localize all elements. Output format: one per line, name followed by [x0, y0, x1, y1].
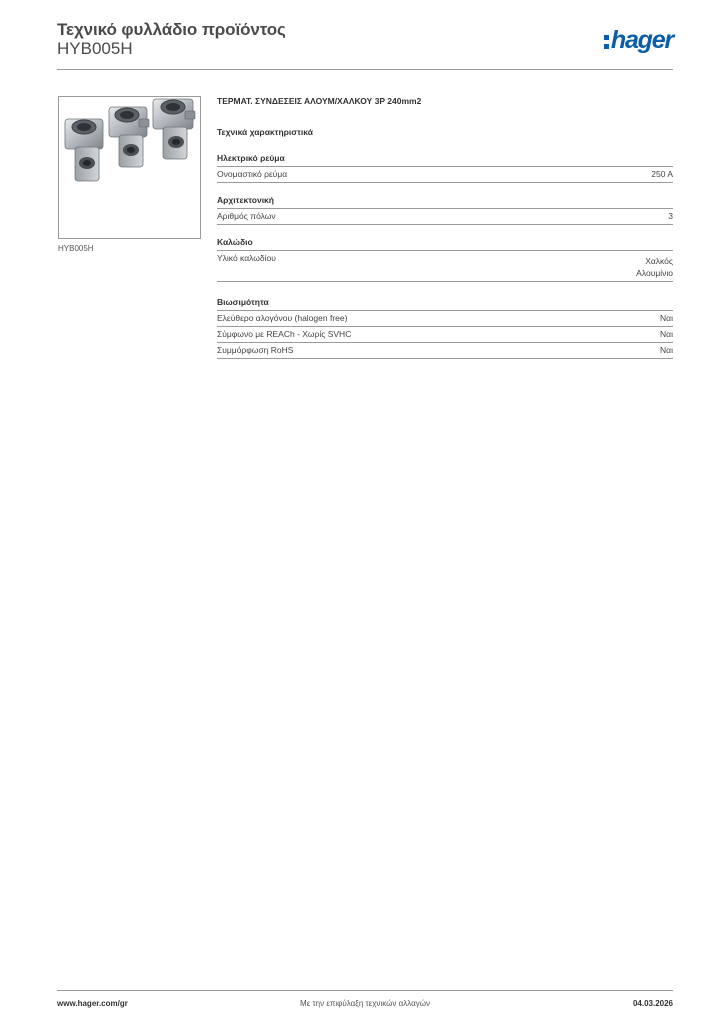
spec-label: Αριθμός πόλων — [217, 211, 276, 221]
group-heading-architecture: Αρχιτεκτονική — [217, 195, 673, 209]
spec-row — [217, 311, 673, 327]
lug-left — [65, 119, 103, 181]
group-heading-electrical: Ηλεκτρικό ρεύμα — [217, 153, 673, 167]
spec-label: Υλικό καλωδίου — [217, 253, 276, 263]
group-heading-sustainability: Βιωσιμότητα — [217, 297, 673, 311]
product-name: ΤΕΡΜΑΤ. ΣΥΝΔΕΣΕΙΣ ΑΛΟΥΜ/ΧΑΛΚΟΥ 3P 240mm2 — [217, 96, 422, 106]
spec-value: Αλουμίνιο — [636, 268, 673, 278]
product-code: HYB005H — [57, 39, 133, 58]
spec-value: 3 — [668, 211, 673, 221]
document-title: Τεχνικό φυλλάδιο προϊόντος — [57, 20, 286, 39]
spec-row — [217, 209, 673, 225]
website-link[interactable]: www.hager.com/gr — [57, 999, 128, 1008]
spec-label: Ονομαστικό ρεύμα — [217, 169, 288, 179]
spec-value: Ναι — [660, 313, 673, 323]
footer-divider — [57, 990, 673, 991]
lug-center — [109, 107, 149, 167]
header-divider — [57, 69, 673, 70]
document-date: 04.03.2026 — [632, 999, 673, 1008]
product-image — [58, 96, 201, 239]
spec-label: Σύμφωνο με REACh - Χωρίς SVHC — [217, 329, 352, 339]
spec-value: Χαλκός — [645, 256, 673, 266]
section-title: Τεχνικά χαρακτηριστικά — [217, 127, 313, 137]
spec-label: Συμμόρφωση RoHS — [217, 345, 294, 355]
group-heading-cable: Καλώδιο — [217, 237, 673, 251]
logo-text: hager — [610, 26, 673, 54]
terminal-lugs-illustration — [59, 97, 200, 238]
spec-value: Ναι — [660, 329, 673, 339]
spec-label: Ελεύθερο αλογόνου (halogen free) — [217, 313, 348, 323]
spec-value: Ναι — [660, 345, 673, 355]
hager-logo — [604, 26, 673, 55]
image-caption: HYB005H — [58, 244, 94, 253]
spec-value: 250 A — [651, 169, 673, 179]
specifications-panel — [217, 96, 673, 359]
spec-row — [217, 327, 673, 343]
logo-colon-icon — [604, 33, 610, 49]
spec-row — [217, 167, 673, 183]
spec-row — [217, 251, 673, 282]
spec-value-list — [636, 253, 673, 279]
document-footer — [57, 999, 673, 1011]
disclaimer-text: Με την επιφύλαξη τεχνικών αλλαγών — [300, 999, 430, 1008]
document-header — [57, 20, 673, 70]
lug-right — [153, 99, 195, 159]
spec-row — [217, 343, 673, 359]
